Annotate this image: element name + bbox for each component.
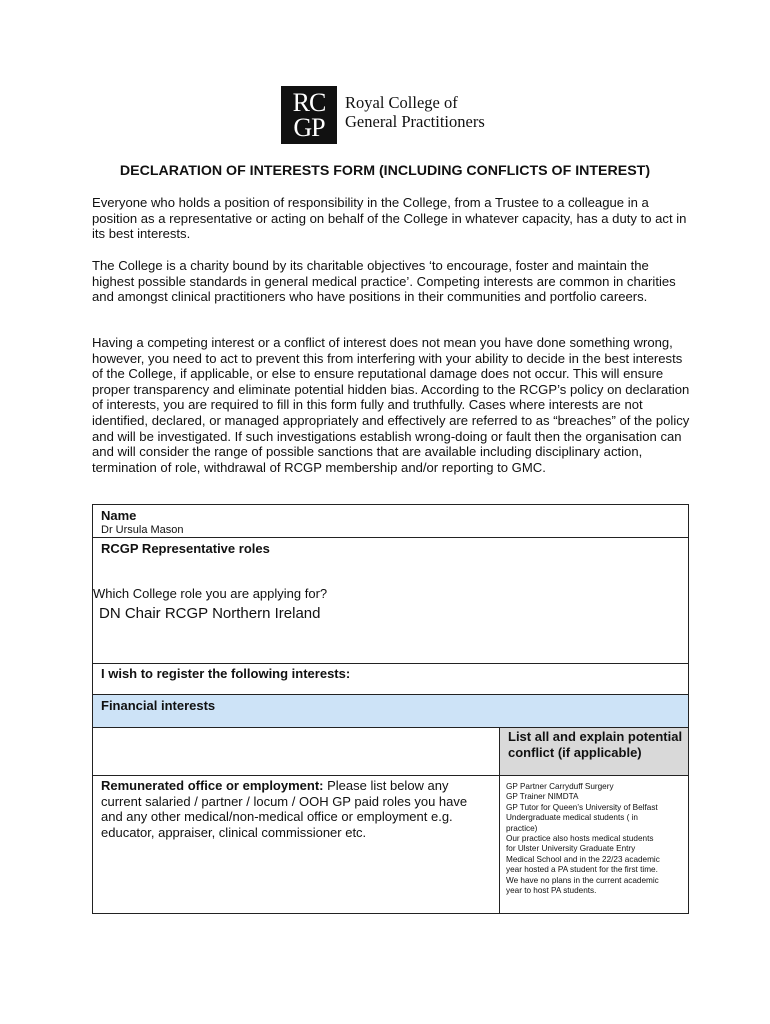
register-label: I wish to register the following interests: bbox=[101, 666, 351, 681]
intro-paragraph-2: The College is a charity bound by its charitable objectives ‘to encourage, foster and maintain the highest possible standards in general medical practice’. Competing interests are common in charities and amongst clinical practitioners who have positions in their communities and portfolio careers. bbox=[92, 258, 676, 305]
blank-header-cell bbox=[93, 728, 500, 775]
employment-answer-line: GP Partner Carryduff Surgery bbox=[506, 782, 614, 791]
employment-answer-line: Our practice also hosts medical students bbox=[506, 834, 654, 844]
financial-interests-row bbox=[92, 695, 689, 728]
employment-answer-line: Undergraduate medical students ( in bbox=[506, 813, 638, 823]
intro-paragraph-3: Having a competing interest or a conflict of interest does not mean you have done something wrong, however, you need to act to prevent this from interfering with your ability to decide in the best interests of the College, if applicable, or else to ensure reputational damage does not occur. This will ensure proper transparency and eliminate potential hidden bias. According to the RCGP’s policy on declaration of interests, you are required to fill in this form fully and truthfully. Cases where interests are not identified, declared, or managed appropriately and effectively are referred to as “breaches” of the policy and will be investigated. If such investigations establish wrong-doing or fault then the organisation can and will consider the range of possible sanctions that are available including disciplinary action, termination of role, withdrawal of RCGP membership and/or reporting to GMC. bbox=[92, 335, 690, 475]
roles-row bbox=[92, 538, 689, 664]
role-question: Which College role you are applying for? bbox=[93, 586, 328, 601]
employment-answer-line: GP Tutor for Queen’s University of Belfast bbox=[506, 802, 658, 812]
employment-label: Remunerated office or employment: bbox=[101, 778, 324, 793]
employment-answer-line: GP Trainer NIMDTA bbox=[506, 792, 579, 802]
rcgp-logo bbox=[281, 86, 487, 144]
register-row bbox=[92, 664, 689, 695]
employment-answer-line: practice) bbox=[506, 823, 538, 833]
conflict-header: List all and explain potential conflict (if applicable) bbox=[500, 728, 688, 775]
logo-name-line2: General Practitioners bbox=[345, 112, 485, 131]
logo-mark bbox=[281, 86, 337, 144]
roles-label: RCGP Representative roles bbox=[101, 541, 270, 556]
employment-answer-line: for Ulster University Graduate Entry bbox=[506, 844, 636, 854]
name-field[interactable]: Dr Ursula Mason bbox=[101, 524, 184, 536]
logo-name-line1: Royal College of bbox=[345, 93, 458, 112]
employment-answer-line: year to host PA students. bbox=[506, 886, 597, 896]
employment-answer-line: We have no plans in the current academic bbox=[506, 875, 659, 885]
intro-paragraph-1: Everyone who holds a position of responsibility in the College, from a Trustee to a colleague in a position as a representative or acting on behalf of the College in whatever capacity, has a duty to act in its best interests. bbox=[92, 195, 687, 242]
employment-answer-line: year hosted a PA student for the first time. bbox=[506, 865, 658, 875]
declaration-table bbox=[92, 504, 689, 914]
form-title: DECLARATION OF INTERESTS FORM (INCLUDING CONFLICTS OF INTEREST) bbox=[119, 163, 651, 179]
employment-description bbox=[93, 776, 500, 913]
employment-row bbox=[92, 776, 689, 914]
name-label: Name bbox=[101, 508, 137, 523]
conflict-header-row bbox=[92, 728, 689, 776]
role-answer-field[interactable]: DN Chair RCGP Northern Ireland bbox=[99, 605, 321, 622]
logo-mark-bottom: GP bbox=[293, 113, 325, 142]
logo-mark-top: RC bbox=[292, 88, 326, 117]
name-row bbox=[92, 504, 689, 538]
financial-interests-label: Financial interests bbox=[101, 698, 216, 713]
employment-answer-line: Medical School and in the 22/23 academic bbox=[506, 854, 660, 864]
logo-name bbox=[345, 86, 485, 144]
employment-answer-field[interactable] bbox=[500, 776, 688, 913]
employment-instructions: Please list below any current salaried / partner / locum / OOH GP paid roles you have and any other medical/non-medical office or employment e.g. educator, appraiser, clinical commissioner etc. bbox=[101, 778, 468, 840]
